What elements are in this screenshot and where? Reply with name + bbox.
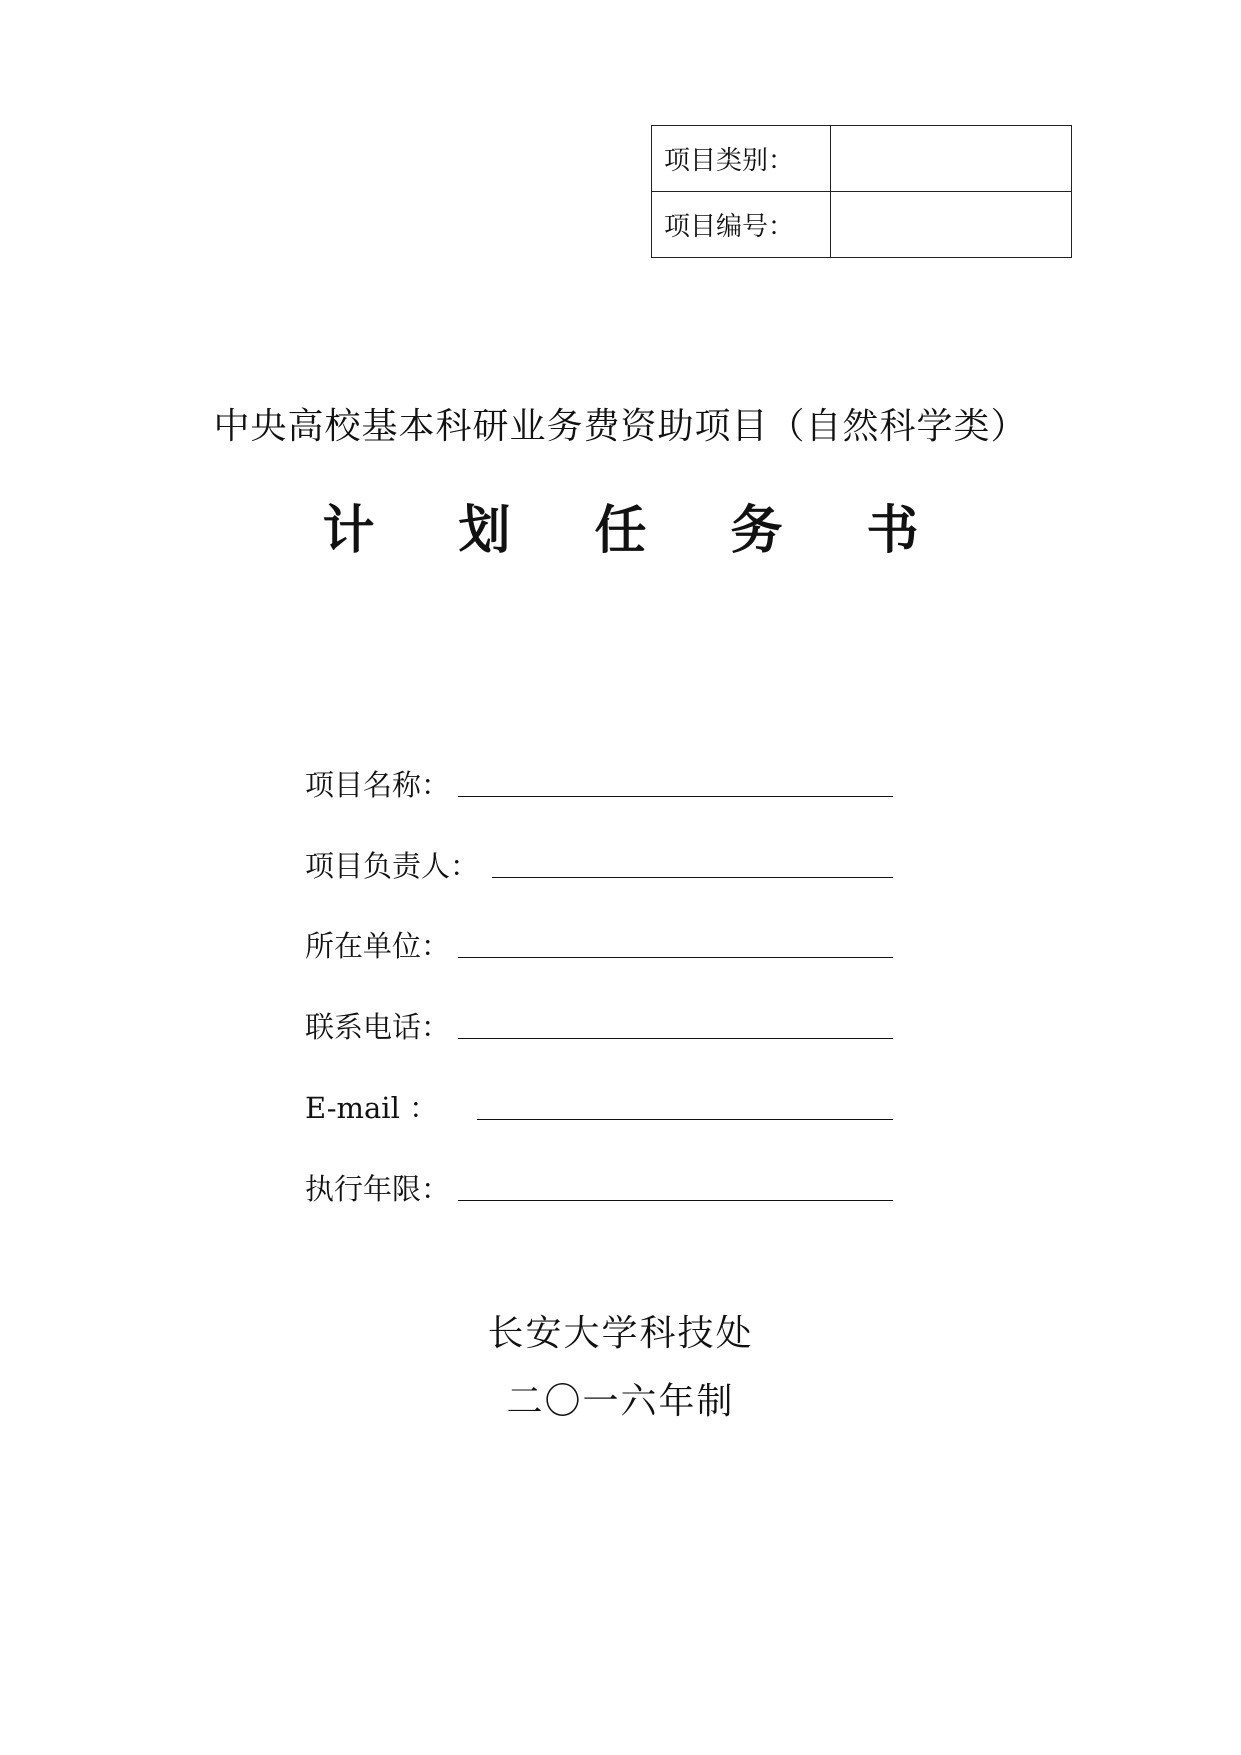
email-field[interactable] [477,1119,893,1120]
period-field[interactable] [458,1200,893,1201]
document-title: 计划任务书 [322,501,1003,561]
phone-label: 联系电话： [305,1010,451,1044]
unit-label: 所在单位： [305,929,451,963]
document-subtitle: 中央高校基本科研业务费资助项目（自然科学类） [213,406,1028,447]
project-name-field[interactable] [458,796,893,797]
made-year: 二〇一六年制 [506,1381,735,1422]
unit-field[interactable] [458,957,893,958]
project-category-label: 项目类别： [652,126,831,192]
project-number-label: 项目编号： [652,192,831,258]
phone-field[interactable] [458,1038,893,1039]
project-leader-field[interactable] [492,877,893,878]
project-category-field[interactable] [831,126,1072,192]
project-name-label: 项目名称： [305,768,451,802]
project-number-field[interactable] [831,192,1072,258]
project-leader-label: 项目负责人： [305,849,480,883]
email-label: E-mail ： [305,1091,439,1125]
period-label: 执行年限： [305,1172,451,1206]
office-name: 长安大学科技处 [487,1313,754,1354]
project-id-table [651,125,1072,258]
